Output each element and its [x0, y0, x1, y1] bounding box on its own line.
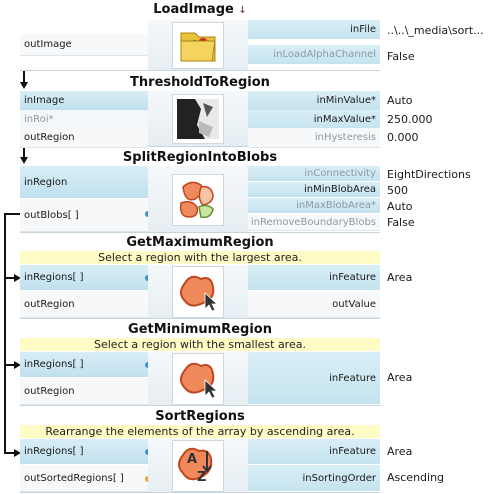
port-in-region[interactable]: inRegion: [20, 166, 148, 199]
port-out-image[interactable]: outImage: [20, 34, 148, 56]
param-in-min-blob-area[interactable]: inMinBlobArea: [248, 182, 380, 198]
node-title-text: LoadImage: [153, 2, 234, 17]
param-in-max-value[interactable]: inMaxValue*: [248, 110, 380, 130]
wire-segment: [4, 364, 14, 366]
param-in-load-alpha-channel[interactable]: inLoadAlphaChannel: [248, 45, 380, 65]
param-in-feature[interactable]: inFeature: [248, 265, 380, 291]
node-icon-area: [148, 265, 248, 318]
node-body: [20, 91, 380, 147]
port-out-region[interactable]: outRegion: [20, 128, 148, 148]
arrow-down-icon: ↓: [238, 5, 247, 16]
value-in-max-value[interactable]: 250.000: [387, 113, 433, 126]
node-title: GetMaximumRegion: [126, 235, 274, 250]
port-in-regions[interactable]: inRegions[ ]: [20, 265, 148, 291]
node-body: [20, 352, 380, 406]
node-title: GetMinimumRegion: [128, 322, 272, 337]
param-in-file[interactable]: inFile: [248, 20, 380, 40]
node-body: [20, 265, 380, 319]
param-in-sorting-order[interactable]: inSortingOrder: [248, 465, 380, 492]
threshold-image-icon: [172, 94, 224, 144]
node-icon-area: [148, 439, 248, 492]
value-in-feature[interactable]: Area: [387, 271, 413, 284]
value-in-min-blob-area[interactable]: 500: [387, 184, 408, 197]
wire-segment: [4, 213, 21, 215]
param-in-connectivity[interactable]: inConnectivity: [248, 166, 380, 182]
wire-segment: [4, 452, 14, 454]
split-blobs-icon: [172, 174, 224, 226]
value-in-min-value[interactable]: Auto: [387, 94, 413, 107]
node-title: SortRegions: [155, 409, 245, 424]
value-in-hysteresis[interactable]: 0.000: [387, 131, 419, 144]
param-in-min-value[interactable]: inMinValue*: [248, 91, 380, 111]
param-in-remove-boundary-blobs[interactable]: inRemoveBoundaryBlobs: [248, 214, 380, 231]
param-out-value[interactable]: outValue: [248, 291, 380, 318]
region-select-icon: [172, 266, 224, 318]
value-in-remove-boundary-blobs[interactable]: False: [387, 216, 415, 229]
param-in-max-blob-area[interactable]: inMaxBlobArea*: [248, 198, 380, 214]
value-in-max-blob-area[interactable]: Auto: [387, 200, 413, 213]
node-threshold-to-region[interactable]: [20, 73, 380, 146]
port-out-region[interactable]: outRegion: [20, 378, 148, 405]
node-description: Rearrange the elements of the array by ascending area.: [20, 425, 380, 438]
node-get-minimum-region[interactable]: [20, 321, 380, 405]
sort-az-icon: [172, 440, 224, 492]
value-in-feature[interactable]: Area: [387, 371, 413, 384]
node-split-region-into-blobs[interactable]: [20, 148, 380, 232]
node-load-image[interactable]: [20, 0, 380, 70]
node-icon-area: [148, 91, 248, 146]
value-in-feature[interactable]: Area: [387, 445, 413, 458]
port-in-regions[interactable]: inRegions[ ]: [20, 352, 148, 378]
region-select-icon: [172, 353, 224, 405]
node-body: [20, 20, 380, 71]
port-out-blobs[interactable]: outBlobs[ ]: [20, 199, 148, 232]
svg-text:A: A: [187, 452, 198, 467]
port-out-region[interactable]: outRegion: [20, 291, 148, 318]
value-in-connectivity[interactable]: EightDirections: [387, 168, 471, 181]
node-icon-area: [148, 166, 248, 232]
node-description: Select a region with the smallest area.: [20, 338, 380, 351]
wire-segment: [4, 213, 6, 454]
value-in-load-alpha-channel[interactable]: False: [387, 50, 415, 63]
port-in-roi[interactable]: inRoi*: [20, 110, 148, 130]
port-in-regions[interactable]: inRegions[ ]: [20, 439, 148, 465]
node-body: [20, 439, 380, 493]
wire-segment: [4, 277, 14, 279]
node-body: [20, 166, 380, 233]
node-title: SplitRegionIntoBlobs: [122, 150, 278, 165]
node-title: [20, 1, 380, 18]
node-description: Select a region with the largest area.: [20, 251, 380, 264]
folder-image-icon: [172, 22, 224, 69]
node-get-maximum-region[interactable]: [20, 234, 380, 318]
param-in-feature[interactable]: inFeature: [248, 352, 380, 405]
port-out-sorted-regions[interactable]: outSortedRegions[ ]: [20, 465, 148, 492]
param-in-hysteresis[interactable]: inHysteresis: [248, 128, 380, 148]
param-in-feature[interactable]: inFeature: [248, 439, 380, 465]
svg-text:Z: Z: [197, 470, 207, 485]
value-in-file[interactable]: ..\..\_media\sort...: [387, 24, 484, 37]
node-sort-regions[interactable]: [20, 408, 380, 492]
node-title: ThresholdToRegion: [130, 75, 270, 90]
value-in-sorting-order[interactable]: Ascending: [387, 471, 445, 484]
port-in-image[interactable]: inImage: [20, 91, 148, 111]
node-icon-area: [148, 352, 248, 405]
node-icon-area: [148, 20, 248, 70]
